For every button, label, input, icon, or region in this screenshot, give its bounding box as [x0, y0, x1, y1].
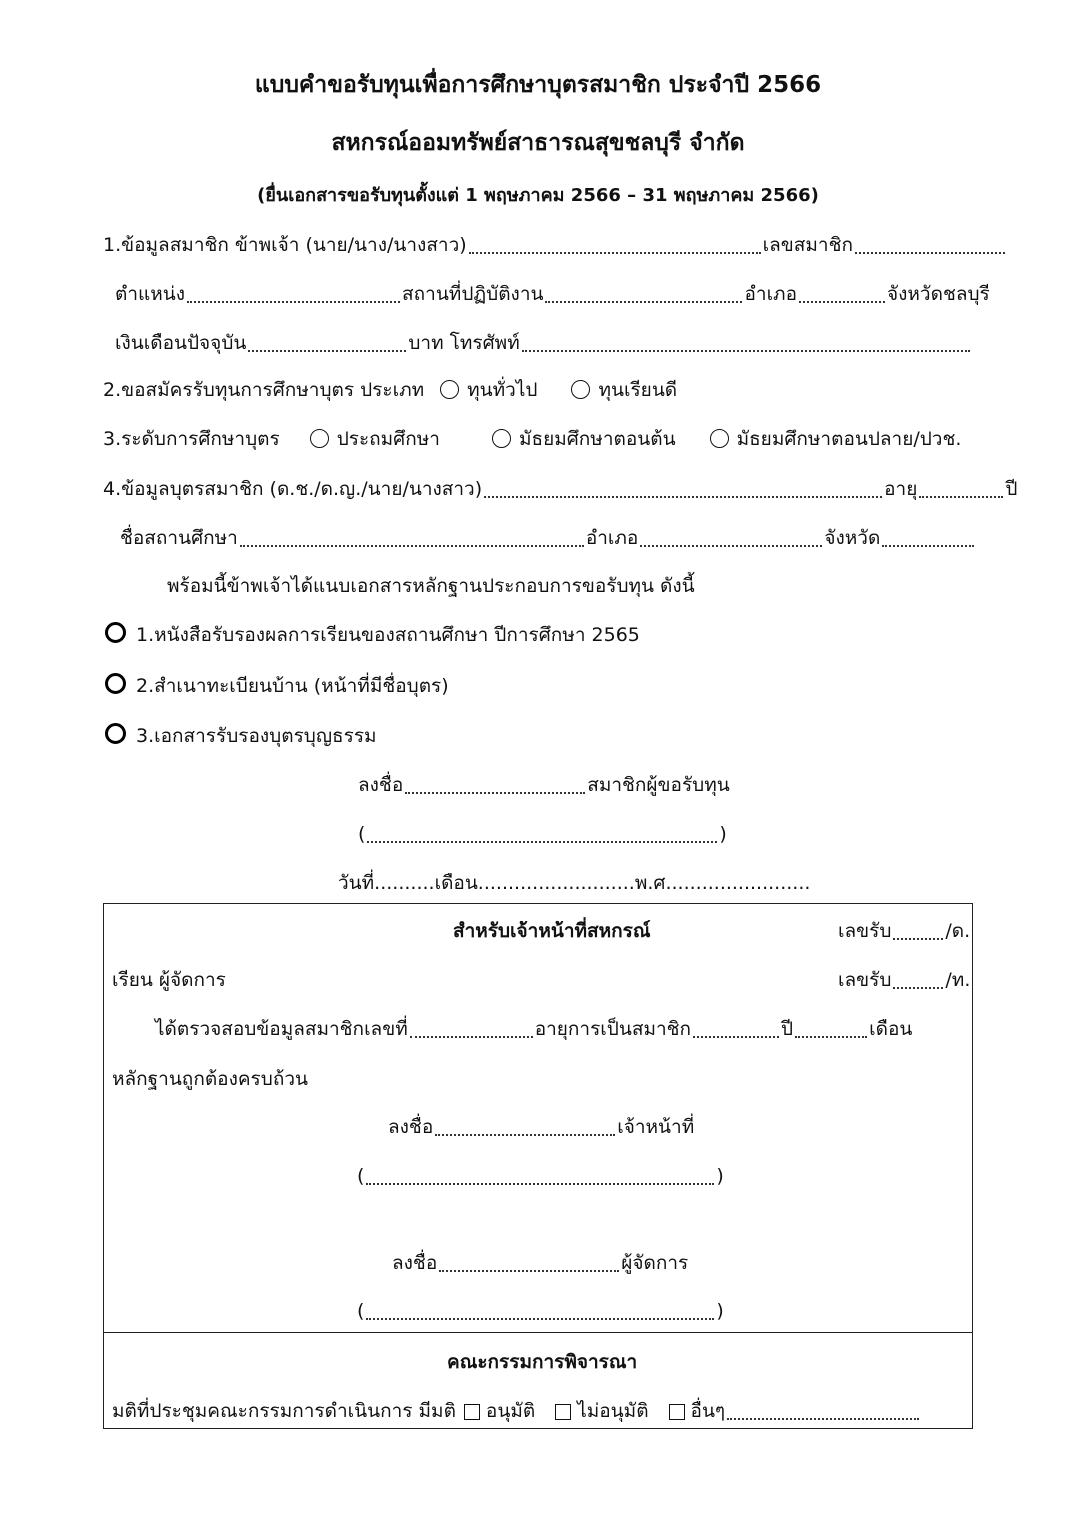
reject-label: ไม่อนุมัติ — [577, 1400, 649, 1422]
close-paren: ) — [716, 1165, 724, 1187]
radio-primary[interactable] — [310, 429, 329, 448]
manager-signature-field[interactable] — [439, 1252, 619, 1272]
attachment-item — [105, 673, 449, 699]
child-info-row-2 — [120, 525, 976, 551]
box-divider — [103, 1332, 973, 1333]
school-field[interactable] — [240, 527, 584, 547]
member-printed-name-row — [358, 821, 727, 847]
reject-checkbox[interactable] — [555, 1404, 571, 1420]
manager-printed-name-field[interactable] — [366, 1300, 714, 1320]
membership-months-field[interactable] — [795, 1018, 867, 1038]
education-level-label: 3.ระดับการศึกษาบุตร — [103, 428, 280, 450]
member-info-row-1 — [103, 232, 1007, 258]
officer-role-label: เจ้าหน้าที่ — [617, 1116, 695, 1138]
receipt-t-suffix: /ท. — [945, 969, 971, 991]
attachment-item — [105, 723, 377, 749]
member-no-field[interactable] — [855, 234, 1005, 254]
membership-month-label: เดือน — [869, 1018, 913, 1040]
child-age-field[interactable] — [919, 478, 1003, 498]
approve-label: อนุมัติ — [485, 1400, 536, 1422]
receipt-t-row — [838, 967, 970, 993]
receipt-d-row — [838, 918, 970, 944]
membership-year-label: ปี — [781, 1018, 794, 1040]
checked-member-no-field[interactable] — [410, 1018, 533, 1038]
school-province-label: จังหวัด — [824, 527, 881, 549]
receipt-t-field[interactable] — [893, 969, 943, 989]
attachment-checkbox-2[interactable] — [105, 673, 126, 694]
school-district-label: อำเภอ — [585, 527, 639, 549]
member-no-label: เลขสมาชิก — [762, 234, 853, 256]
other-field[interactable] — [727, 1400, 919, 1420]
officer-printed-name-row — [357, 1163, 724, 1189]
workplace-label: สถานที่ปฏิบัติงาน — [402, 283, 544, 305]
salary-field[interactable] — [248, 332, 406, 352]
child-name-field[interactable] — [484, 478, 882, 498]
officer-box-title: สำหรับเจ้าหน้าที่สหกรณ์ — [453, 920, 651, 942]
receipt-d-suffix: /ด. — [945, 920, 971, 942]
child-info-label: 4.ข้อมูลบุตรสมาชิก (ด.ช./ด.ญ./นาย/นางสาว) — [103, 478, 483, 500]
school-district-field[interactable] — [640, 527, 822, 547]
radio-upper-secondary[interactable] — [710, 429, 729, 448]
radio-merit-scholarship[interactable] — [571, 380, 590, 399]
sign-label: ลงชื่อ — [388, 1116, 434, 1138]
membership-age-label: อายุการเป็นสมาชิก — [534, 1018, 692, 1040]
submission-period: (ยื่นเอกสารขอรับทุนตั้งแต่ 1 พฤษภาคม 2566 – 31 พฤษภาคม 2566) — [257, 185, 819, 206]
close-paren: ) — [719, 823, 727, 845]
attachment-item — [105, 622, 640, 648]
salary-label: เงินเดือนปัจจุบัน — [115, 332, 247, 354]
manager-role-label: ผู้จัดการ — [621, 1252, 689, 1274]
date-row — [338, 870, 810, 896]
officer-printed-name-field[interactable] — [366, 1165, 714, 1185]
district-field[interactable] — [799, 283, 885, 303]
member-signature-field[interactable] — [405, 774, 585, 794]
position-field[interactable] — [187, 283, 400, 303]
workplace-field[interactable] — [545, 283, 742, 303]
child-year-label: ปี — [1005, 478, 1018, 500]
member-name-field[interactable] — [469, 234, 761, 254]
attachment-checkbox-1[interactable] — [105, 622, 126, 643]
attachment-item-label: 3.เอกสารรับรองบุตรบุญธรรม — [136, 725, 377, 747]
sign-label: ลงชื่อ — [358, 774, 404, 796]
member-info-label: 1.ข้อมูลสมาชิก ข้าพเจ้า (นาย/นาง/นางสาว) — [103, 234, 467, 256]
member-role-label: สมาชิกผู้ขอรับทุน — [587, 774, 730, 796]
scholarship-type-label: 2.ขอสมัครรับทุนการศึกษาบุตร ประเภท — [103, 379, 425, 401]
school-label: ชื่อสถานศึกษา — [120, 527, 238, 549]
attachment-checkbox-3[interactable] — [105, 723, 126, 744]
province-label: จังหวัดชลบุรี — [887, 283, 990, 305]
child-age-label: อายุ — [884, 478, 918, 500]
district-label: อำเภอ — [744, 283, 797, 305]
child-info-row-1 — [103, 476, 1017, 502]
open-paren: ( — [357, 1165, 365, 1187]
resolution-label: มติที่ประชุมคณะกรรมการดำเนินการ มีมติ — [112, 1400, 456, 1422]
school-province-field[interactable] — [882, 527, 974, 547]
attachments-intro: พร้อมนี้ข้าพเจ้าได้แนบเอกสารหลักฐานประกอบการขอรับทุน ดังนี้ — [167, 575, 695, 597]
receipt-d-field[interactable] — [893, 920, 943, 940]
other-checkbox[interactable] — [669, 1404, 685, 1420]
open-paren: ( — [358, 823, 366, 845]
option-merit-scholarship: ทุนเรียนดี — [598, 379, 678, 401]
attachment-item-label: 2.สำเนาทะเบียนบ้าน (หน้าที่มีชื่อบุตร) — [136, 675, 449, 697]
close-paren: ) — [716, 1300, 724, 1322]
committee-title: คณะกรรมการพิจารณา — [447, 1351, 638, 1373]
organization-name: สหกรณ์ออมทรัพย์สาธารณสุขชลบุรี จำกัด — [331, 130, 745, 156]
receipt-no-label: เลขรับ — [838, 969, 892, 991]
option-upper-secondary: มัธยมศึกษาตอนปลาย/ปวช. — [736, 428, 962, 450]
officer-signature-row — [388, 1114, 694, 1140]
education-level-row — [103, 426, 961, 452]
member-info-row-2 — [115, 281, 990, 307]
scholarship-type-row — [103, 377, 677, 403]
attachment-item-label: 1.หนังสือรับรองผลการเรียนของสถานศึกษา ปีการศึกษา 2565 — [136, 624, 640, 646]
receipt-no-label: เลขรับ — [838, 920, 892, 942]
member-signature-row — [358, 772, 730, 798]
baht-phone-label: บาท โทรศัพท์ — [408, 332, 520, 354]
open-paren: ( — [357, 1300, 365, 1322]
attn-manager: เรียน ผู้จัดการ — [112, 969, 226, 991]
evidence-complete-text: หลักฐานถูกต้องครบถ้วน — [112, 1068, 308, 1090]
committee-resolution-row — [112, 1398, 921, 1424]
other-label: อื่นๆ — [690, 1400, 726, 1422]
date-field[interactable]: วันที่..........เดือน..........................พ.ศ........................ — [338, 872, 811, 894]
option-primary: ประถมศึกษา — [336, 428, 440, 450]
member-info-row-3 — [115, 330, 972, 356]
sign-label: ลงชื่อ — [392, 1252, 438, 1274]
member-printed-name-field[interactable] — [367, 823, 717, 843]
checked-label: ได้ตรวจสอบข้อมูลสมาชิกเลขที่ — [155, 1018, 408, 1040]
membership-years-field[interactable] — [693, 1018, 779, 1038]
form-title: แบบคำขอรับทุนเพื่อการศึกษาบุตรสมาชิก ประจำปี 2566 — [254, 72, 822, 98]
option-lower-secondary: มัธยมศึกษาตอนต้น — [518, 428, 676, 450]
manager-signature-row — [392, 1250, 688, 1276]
phone-field[interactable] — [522, 332, 970, 352]
position-label: ตำแหน่ง — [115, 283, 186, 305]
radio-general-scholarship[interactable] — [440, 380, 459, 399]
manager-printed-name-row — [357, 1298, 724, 1324]
radio-lower-secondary[interactable] — [492, 429, 511, 448]
officer-signature-field[interactable] — [435, 1116, 615, 1136]
verification-row — [155, 1016, 912, 1042]
approve-checkbox[interactable] — [464, 1404, 480, 1420]
option-general-scholarship: ทุนทั่วไป — [467, 379, 538, 401]
